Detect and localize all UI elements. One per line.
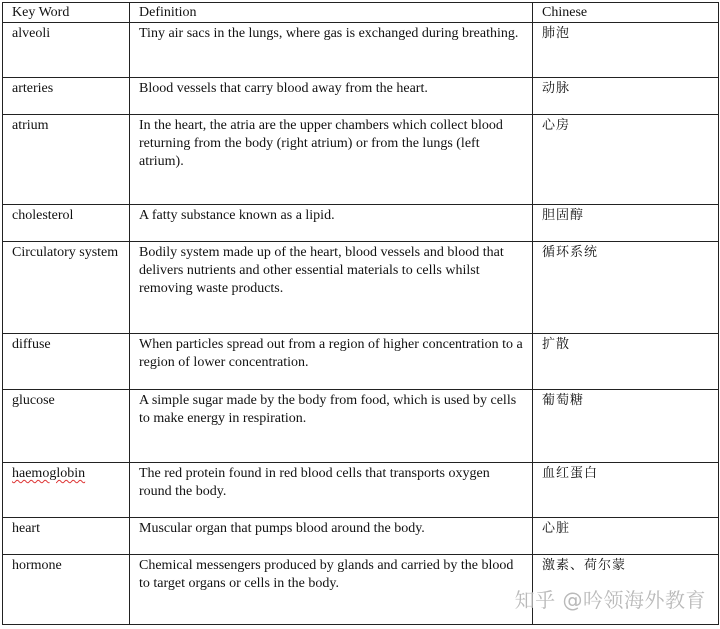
key-word-text: alveoli (12, 26, 51, 41)
key-word-cell (3, 390, 130, 463)
key-word-cell (3, 334, 130, 390)
chinese-cell (533, 463, 719, 518)
table-row (3, 390, 719, 463)
key-word-cell (3, 463, 130, 518)
definition-text: The red protein found in red blood cells that transports oxygen round the body. (139, 466, 490, 499)
chinese-text: 心房 (542, 118, 571, 133)
key-word-cell (3, 115, 130, 205)
definition-text: Bodily system made up of the heart, blood vessels and blood that delivers nutrients and other essential materials to cells whilst removing waste products. (139, 245, 504, 296)
header-row (3, 3, 719, 23)
header-definition: Definition (130, 3, 533, 23)
chinese-cell (533, 242, 719, 334)
definition-cell (130, 555, 533, 625)
watermark: 知乎 @吟领海外教育 (514, 588, 706, 612)
table-row (3, 242, 719, 334)
definition-text: Tiny air sacs in the lungs, where gas is exchanged during breathing. (139, 26, 519, 41)
key-word-text: hormone (12, 558, 62, 573)
key-word-text: diffuse (12, 337, 51, 352)
key-word-text: arteries (12, 81, 54, 96)
key-word-cell (3, 205, 130, 242)
table-row (3, 205, 719, 242)
chinese-text: 血红蛋白 (542, 466, 599, 481)
definition-cell (130, 463, 533, 518)
key-word-cell (3, 518, 130, 555)
key-word-text: haemoglobin (12, 466, 86, 481)
chinese-text: 心脏 (542, 521, 571, 536)
table-row (3, 115, 719, 205)
definition-text: A fatty substance known as a lipid. (139, 208, 335, 223)
key-word-text: heart (12, 521, 40, 536)
chinese-cell (533, 390, 719, 463)
definition-cell (130, 115, 533, 205)
chinese-text: 肺泡 (542, 26, 571, 41)
chinese-text: 扩散 (542, 337, 571, 352)
chinese-cell (533, 23, 719, 78)
chinese-text: 循环系统 (542, 245, 599, 260)
table-row (3, 518, 719, 555)
definition-cell (130, 78, 533, 115)
key-word-text: Circulatory system (12, 245, 119, 260)
header-key-word: Key Word (3, 3, 130, 23)
chinese-cell (533, 518, 719, 555)
table-row (3, 78, 719, 115)
table-row (3, 23, 719, 78)
key-word-cell (3, 78, 130, 115)
glossary-table (2, 2, 719, 625)
definition-cell (130, 23, 533, 78)
definition-cell (130, 518, 533, 555)
key-word-text: atrium (12, 118, 49, 133)
header-chinese: Chinese (533, 3, 719, 23)
key-word-text: glucose (12, 393, 55, 408)
chinese-text: 动脉 (542, 81, 571, 96)
key-word-text: cholesterol (12, 208, 74, 223)
chinese-cell (533, 205, 719, 242)
key-word-cell (3, 242, 130, 334)
chinese-text: 激素、荷尔蒙 (542, 558, 627, 573)
chinese-cell (533, 78, 719, 115)
key-word-cell (3, 23, 130, 78)
chinese-text: 葡萄糖 (542, 393, 585, 408)
definition-cell (130, 205, 533, 242)
key-word-cell (3, 555, 130, 625)
definition-cell (130, 390, 533, 463)
definition-cell (130, 334, 533, 390)
table-row (3, 334, 719, 390)
definition-cell (130, 242, 533, 334)
table-row (3, 463, 719, 518)
definition-text: Muscular organ that pumps blood around the body. (139, 521, 425, 536)
definition-text: Chemical messengers produced by glands and carried by the blood to target organs or cells in the body. (139, 558, 514, 591)
definition-text: Blood vessels that carry blood away from the heart. (139, 81, 428, 96)
definition-text: A simple sugar made by the body from food, which is used by cells to make energy in respiration. (139, 393, 517, 426)
chinese-text: 胆固醇 (542, 208, 585, 223)
chinese-cell (533, 115, 719, 205)
definition-text: When particles spread out from a region of higher concentration to a region of lower concentration. (139, 337, 523, 370)
chinese-cell (533, 334, 719, 390)
definition-text: In the heart, the atria are the upper chambers which collect blood returning from the body (right atrium) or from the lungs (left atrium). (139, 118, 503, 169)
